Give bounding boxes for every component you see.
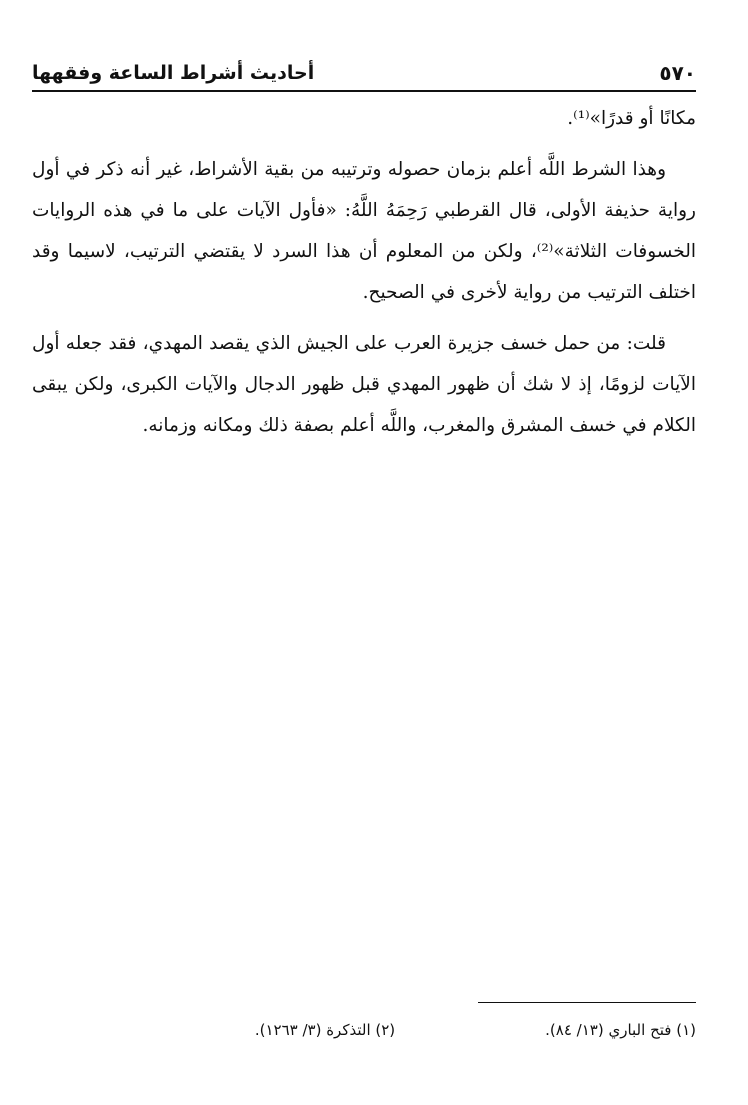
page-header — [32, 52, 696, 88]
header-rule — [32, 90, 696, 92]
paragraph-author-comment: قلت: من حمل خسف جزيرة العرب على الجيش الذي يقصد المهدي، فقد جعله أول الآيات لزومًا، إذ لا شك أن ظهور المهدي قبل ظهور الدجال والآيات الكبرى، ولكن يبقى الكلام في خسف المشرق والمغرب، واللَّه أعلم بصفة ذلك ومكانه وزمانه. — [32, 333, 696, 436]
footnote-1: (١) فتح الباري (١٣/ ٨٤). — [545, 1021, 696, 1039]
main-text — [32, 98, 696, 446]
paragraph-continuation: مكانًا أو قدرًا»⁽¹⁾. — [567, 108, 696, 129]
page-number: ٥٧٠ — [659, 61, 696, 85]
paragraph-sign-order: وهذا الشرط اللَّه أعلم بزمان حصوله وترتيبه من بقية الأشراط، غير أنه ذكر في أول رواية حذيفة الأولى، قال القرطبي رَحِمَهُ اللَّهُ: «فأول الآيات على ما في هذه الروايات الخسوفات الثلاثة»⁽²⁾، ولكن من المعلوم أن هذا السرد لا يقتضي الترتيب، لاسيما وقد اختلف الترتيب من رواية لأخرى في الصحيح. — [32, 159, 696, 303]
running-title: أحاديث أشراط الساعة وفقهها — [32, 62, 315, 84]
footnote-2: (٢) التذكرة (٣/ ١٢٦٣). — [254, 1021, 396, 1039]
footnotes — [32, 1018, 696, 1042]
footnote-separator — [478, 1002, 696, 1003]
